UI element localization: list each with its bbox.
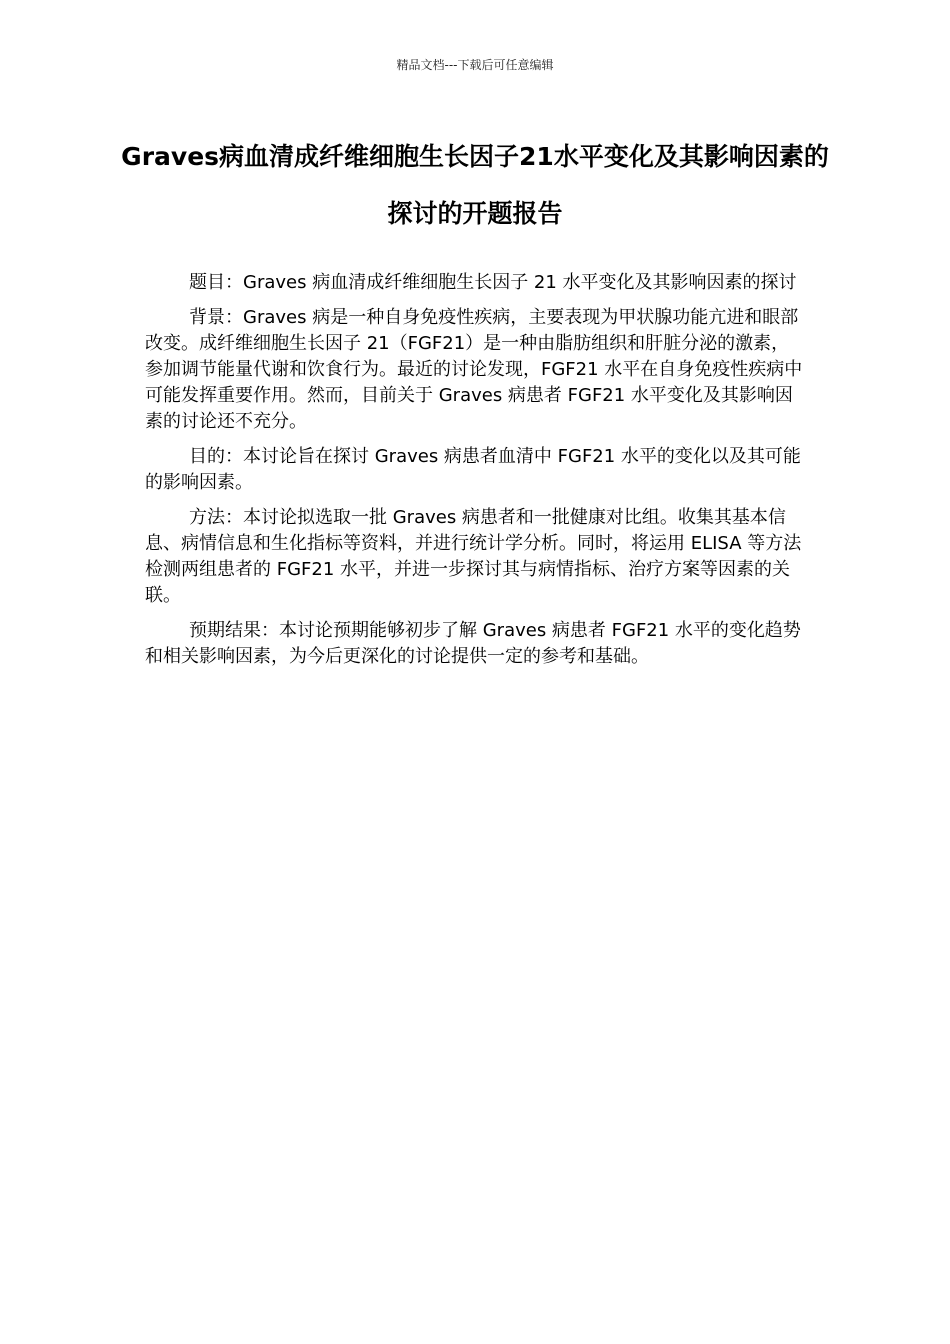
paragraph-topic: 题目：Graves 病血清成纤维细胞生长因子 21 水平变化及其影响因素的探讨 [189, 272, 797, 293]
paragraph-methods: 方法：本讨论拟选取一批 Graves 病患者和一批健康对比组。收集其基本信息、病情信息和生化指标等资料，并进行统计学分析。同时，将运用 ELISA 等方法检测两组患者的 FGF21 水平，并进一步探讨其与病情指标、治疗方案等因素的关联。 [145, 507, 802, 606]
header-note: 精品文档---下载后可任意编辑 [396, 58, 554, 72]
document-title: Graves病血清成纤维细胞生长因子21水平变化及其影响因素的探讨的开题报告 [121, 142, 829, 228]
document-body [145, 270, 805, 679]
paragraph-objective: 目的：本讨论旨在探讨 Graves 病患者血清中 FGF21 水平的变化以及其可能的影响因素。 [145, 446, 801, 493]
paragraph-expected-results: 预期结果：本讨论预期能够初步了解 Graves 病患者 FGF21 水平的变化趋势和相关影响因素，为今后更深化的讨论提供一定的参考和基础。 [145, 620, 801, 667]
paragraph-background: 背景：Graves 病是一种自身免疫性疾病，主要表现为甲状腺功能亢进和眼部改变。成纤维细胞生长因子 21（FGF21）是一种由脂肪组织和肝脏分泌的激素，参加调节能量代谢和饮食行为。最近的讨论发现，FGF21 水平在自身免疫性疾病中可能发挥重要作用。然而，目前关于 Graves 病患者 FGF21 水平变化及其影响因素的讨论还不充分。 [145, 307, 803, 432]
